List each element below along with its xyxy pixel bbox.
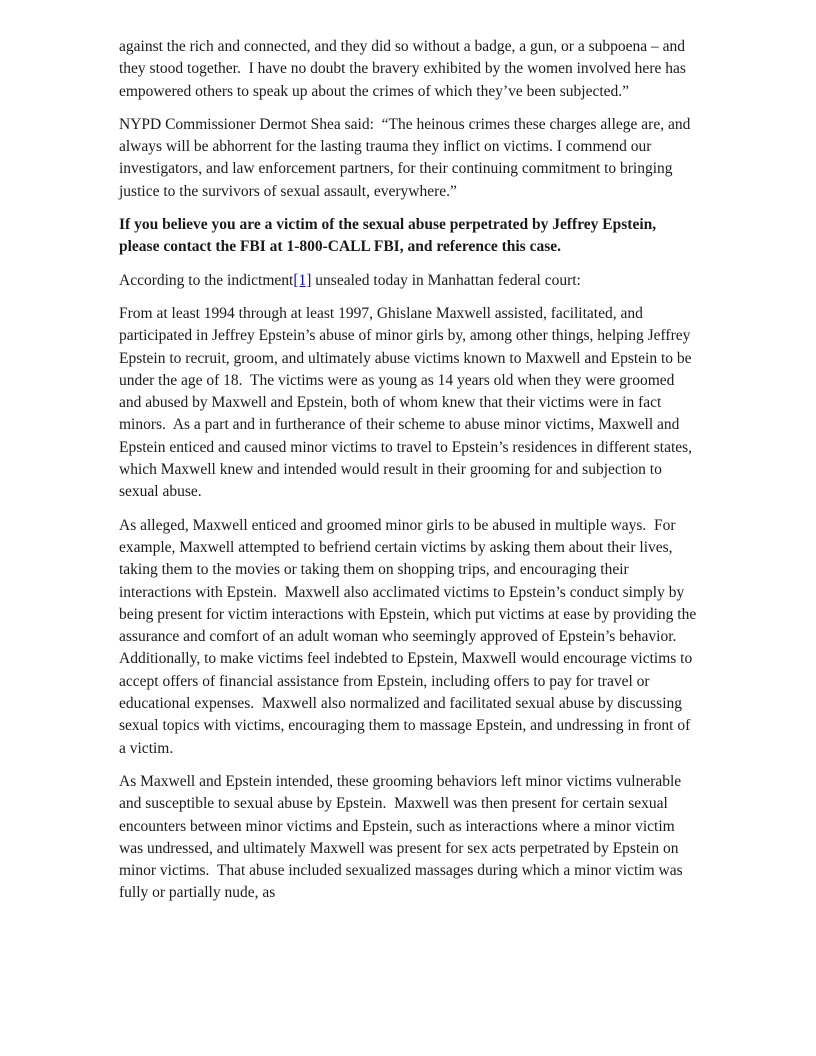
indictment-intro-after: unsealed today in Manhattan federal court: [311, 271, 581, 289]
body-paragraph: As Maxwell and Epstein intended, these grooming behaviors left minor victims vulnerable and susceptible to sexual abuse by Epstein. Maxwell was then present for certain sexual encounters between minor victims and Epstein, such as interactions where a minor victim was undressed, and ultimately Maxwell was present for sex acts perpetrated by Epstein on minor victims. That abuse included sexualized massages during which a minor victim was fully or partially nude, as [119, 772, 687, 902]
victim-contact-notice: If you believe you are a victim of the sexual abuse perpetrated by Jeffrey Epstein, please contact the FBI at 1-800-CALL FBI, and reference this case. [119, 216, 661, 256]
nypd-commissioner-paragraph: NYPD Commissioner Dermot Shea said: “The heinous crimes these charges allege are, and always will be abhorrent for the lasting trauma they inflict on victims. I commend our investigators, and law enforcement partners, for their continuing commitment to bringing justice to the survivors of sexual assault, everywhere.” [119, 115, 695, 200]
footnote-1-link[interactable]: [1] [293, 271, 312, 289]
indictment-intro-before: According to the indictment [119, 271, 294, 289]
indictment-intro-paragraph [119, 270, 698, 292]
body-paragraph: From at least 1994 through at least 1997, Ghislane Maxwell assisted, facilitated, and participated in Jeffrey Epstein’s abuse of minor girls by, among other things, helping Jeffrey Epstein to recruit, groom, and ultimately abuse victims known to Maxwell and Epstein to be under the age of 18. The victims were as young as 14 years old when they were groomed and abused by Maxwell and Epstein, both of whom knew that their victims were in fact minors. As a part and in furtherance of their scheme to abuse minor victims, Maxwell and Epstein enticed and caused minor victims to travel to Epstein’s residences in different states, which Maxwell knew and intended would result in their grooming for and subjection to sexual abuse. [119, 304, 696, 501]
body-paragraph: against the rich and connected, and they did so without a badge, a gun, or a subpoena – and they stood together. I have no doubt the bravery exhibited by the women involved here has empowered others to speak up about the crimes of which they’ve been subjected.” [119, 38, 690, 100]
body-paragraph: As alleged, Maxwell enticed and groomed minor girls to be abused in multiple ways. For example, Maxwell attempted to befriend certain victims by asking them about their lives, taking them to the movies or taking them on shopping trips, and encouraging their interactions with Epstein. Maxwell also acclimated victims to Epstein’s conduct simply by being present for victim interactions with Epstein, which put victims at ease by providing the assurance and comfort of an adult woman who seemingly approved of Epstein’s behavior. Additionally, to make victims feel indebted to Epstein, Maxwell would encourage victims to accept offers of financial assistance from Epstein, including offers to pay for travel or educational expenses. Maxwell also normalized and facilitated sexual abuse by discussing sexual topics with victims, encouraging them to massage Epstein, and undressing in front of a victim. [119, 516, 701, 757]
